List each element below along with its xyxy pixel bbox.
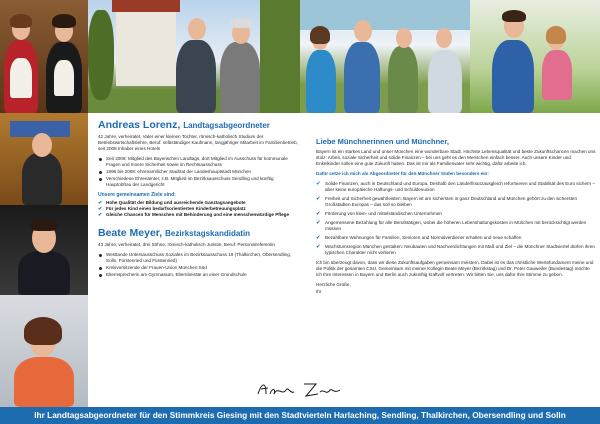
letter-lead: Dafür setze ich mich als Abgeordneter für den Münchner Süden besonders ein: [316, 171, 489, 176]
list-item: ✔ Solide Finanzen, auch in Deutschland und Europa. Deshalb den Länderfinanzausgleich reformieren und Stabilität des Euro sichern – aber keine europäische Haftungs- und Schuldenunion [316, 181, 596, 193]
letter-intro: Bayern ist ein starkes Land und unser München eine wunderbare Stadt. Höchste Lebensqualität und beste Zukunftschancen machen uns stolz: Arbeit, soziale Sicherheit und solide Finanzen – bei uns geht es den Menschen einfach besser. Auch unsere Kinder und Enkelkinder sollen eine gute Zukunft haben. Das ist mir als Familienvater sehr wichtig, dafür arbeite ich. [316, 149, 596, 166]
photo-school [88, 0, 300, 113]
letter-regards: Herzliche Grüße, [316, 282, 351, 287]
letter-list [316, 181, 596, 256]
list-item: 1996 bis 2008: ehrenamtlicher Stadtrat der Landeshauptstadt München [98, 169, 298, 175]
letter-column [316, 137, 596, 299]
list-item: ✔ Freiheit und Sicherheit gewährleisten: Bayern ist am sichersten in ganz Deutschland und München gehört zu den sichersten Großstädten Europas – das soll so bleiben [316, 196, 596, 208]
photo-andreas-lorenz [0, 205, 88, 295]
list-item: Seit 2008: Mitglied des Bayerischen Landtags, dort Mitglied im Ausschuss für kommunale Fragen und Innere Sicherheit sowie im Rechtsausschuss [98, 156, 298, 168]
list-item: ✔ Gleiche Chancen für Menschen mit Behinderung und eine menschenwürdige Pflege [98, 212, 298, 218]
candidate-2-bio: 43 Jahre, verheiratet, drei Söhne, römisch-katholisch Juristin, Beruf: Personalreferentin [98, 242, 275, 247]
list-item: Verschiedene Ehrenämter, z.B. Mitglied im Bezirksausschuss Sendling und künftig Hauptobfrau der Landgericht [98, 176, 298, 188]
candidate-1-heading [98, 119, 298, 132]
photo-outdoor [300, 0, 470, 113]
photo-dirndl [0, 0, 88, 113]
candidate-2-list [98, 252, 298, 278]
list-item: ✔ Bezahlbare Wohnungen für Familien, Senioren und Normalverdiener erhalten und neue schaffen [316, 235, 596, 241]
portrait-column [0, 113, 88, 407]
list-item: ✔ Förderung von klein- und mittelständischen Unternehmen [316, 211, 596, 217]
goals-heading: Unsere gemeinsamen Ziele sind: [98, 192, 176, 198]
bottom-banner: Ihr Landtagsabgeordneter für den Stimmkreis Giesing mit den Stadtvierteln Harlaching, Sendling, Thalkirchen, Obersendling und Solln [0, 407, 600, 424]
candidate-2-role: Bezirkstagskandidatin [165, 229, 251, 238]
candidate-1-name: Andreas Lorenz, [98, 119, 181, 131]
letter-closing: Ich bin überzeugt davon, dass wir diese Zukunftsaufgaben gemeinsam meistern. Dabei ist es das christliche Wertefundament meine und die Politik der gesamten CSU. Gemeinsam mit meiner Kollegin Beate Meyer (Bezirkstag) und Dr. Peter Gauweiler (Bundestag) möchte ich Ihre Interessen in Bayern und Berlin auch zukünftig kraftvoll vertreten. Wir bitten Sie, uns dafür Ihre Stimme zu geben. [316, 260, 594, 277]
photo-strip [0, 0, 600, 113]
list-item: ✔ Für jedes Kind einen bedarfsorientierten Kinderbetreuungsplatz [98, 206, 298, 212]
letter-greeting: Liebe Münchnerinnen und Münchner, [316, 137, 449, 146]
content-area [88, 113, 600, 407]
candidate-2-name: Beate Meyer, [98, 227, 163, 239]
photo-beer-tent [0, 113, 88, 205]
candidate-1-bio: 42 Jahre, verheiratet, Vater einer kleinen Tochter, römisch-katholisch Studium der Betriebswirtschaftslehre, Beruf: selbständiger Kaufmann, langjähriger Mitarbeit im Familienbetrieb, seit 2008 Inhaber eines Hotels [98, 134, 298, 151]
candidate-1-list [98, 156, 298, 188]
list-item: ✔ Hohe Qualität der Bildung und ausreichende Ganztagsangebote [98, 200, 298, 206]
goals-list [98, 200, 298, 218]
photo-beate-meyer [0, 295, 88, 407]
list-item: ✔ Angemessene Bezahlung für alle Berufstätigen, wobei die höheren Lebenshaltungskosten in München mit berücksichtigt werden müssen [316, 220, 596, 232]
list-item: Kreisvorsitzende der Frauen-Union München Süd [98, 265, 298, 271]
list-item: Elternsprecherin am Gymnasium, Elternbeiräte an einer Grundschule [98, 272, 298, 278]
list-item: ✔ Wachstumsregion München gestalten: Neubauten und Nachverdichtungen mit Maß und Ziel – die Münchner Stadtviertel dürfen ihren typischen Charakter nicht verlieren [316, 244, 596, 256]
list-item: Westlande Untersausschuss Soziales im Bezirksausschuss 19 (Thalkirchen, Obersendling, Solln, Forstenried und Fürstenried) [98, 252, 298, 264]
photo-family [470, 0, 600, 113]
candidate-2-heading [98, 227, 298, 240]
candidates-column [98, 119, 298, 279]
candidate-1-role: Landtagsabgeordneter [183, 121, 270, 130]
letter-your: Ihr [316, 289, 322, 294]
signature-image [254, 378, 344, 400]
